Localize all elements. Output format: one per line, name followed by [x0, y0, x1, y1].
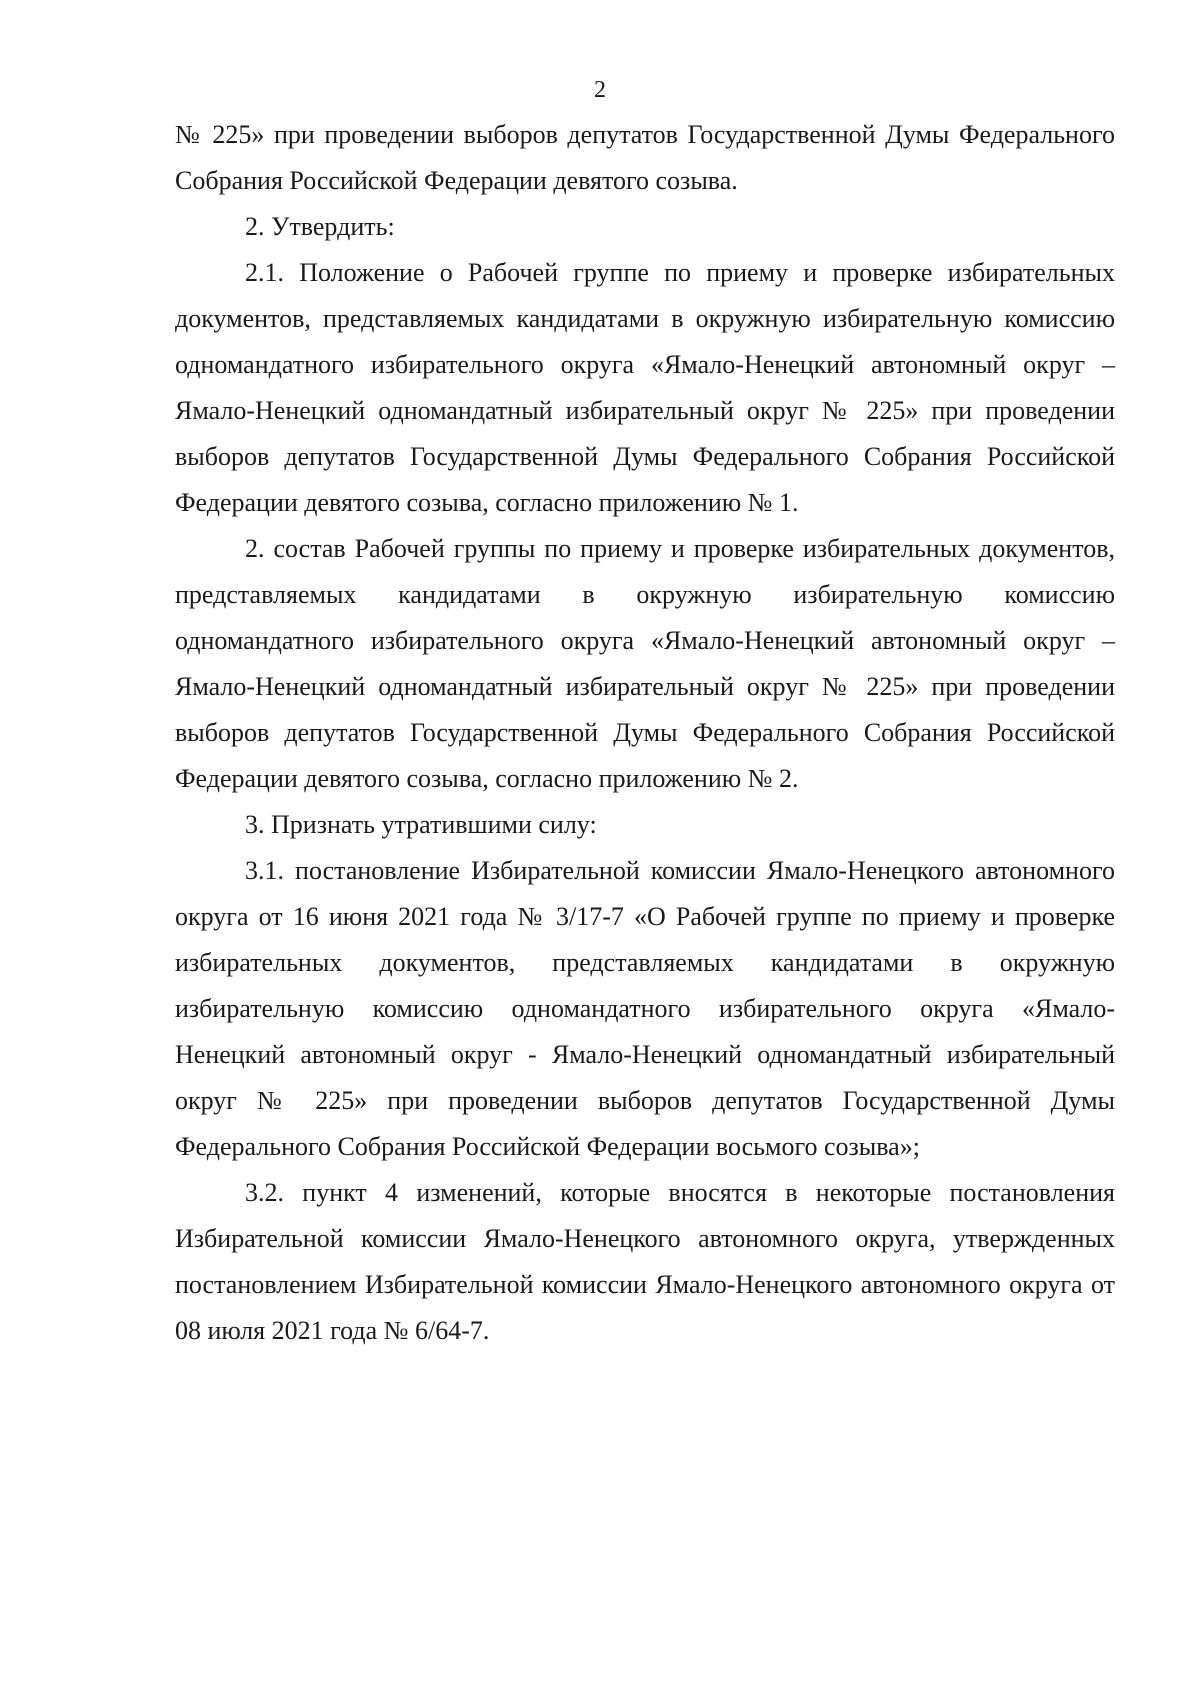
- document-body: [175, 112, 1115, 1354]
- paragraph-item-3: 3. Признать утратившими силу:: [245, 810, 597, 839]
- paragraph-item-2: 2. Утвердить:: [245, 212, 395, 241]
- paragraph-item-2-1: 2.1. Положение о Рабочей группе по приему и проверке избирательных документов, представляемых кандидатами в окружную избирательную комиссию одномандатного избирательного округа «Ямало-Ненецкий автономный округ – Ямало-Ненецкий одномандатный избирательный округ № 225» при проведении выборов депутатов Государственной Думы Федерального Собрания Российской Федерации девятого созыва, согласно приложению № 1.: [175, 258, 1115, 517]
- page-number: 2: [594, 77, 606, 103]
- paragraph-continuation: № 225» при проведении выборов депутатов Государственной Думы Федерального Собрания Российской Федерации девятого созыва.: [175, 120, 1115, 195]
- paragraph-item-2-2: 2. состав Рабочей группы по приему и проверке избирательных документов, представляемых кандидатами в окружную избирательную комиссию одномандатного избирательного округа «Ямало-Ненецкий автономный округ – Ямало-Ненецкий одномандатный избирательный округ № 225» при проведении выборов депутатов Государственной Думы Федерального Собрания Российской Федерации девятого созыва, согласно приложению № 2.: [175, 534, 1115, 793]
- paragraph-item-3-1: 3.1. постановление Избирательной комиссии Ямало-Ненецкого автономного округа от 16 июня 2021 года № 3/17-7 «О Рабочей группе по приему и проверке избирательных документов, представляемых кандидатами в окружную избирательную комиссию одномандатного избирательного округа «Ямало-Ненецкий автономный округ - Ямало-Ненецкий одномандатный избирательный округ № 225» при проведении выборов депутатов Государственной Думы Федерального Собрания Российской Федерации восьмого созыва»;: [175, 856, 1115, 1161]
- paragraph-item-3-2: 3.2. пункт 4 изменений, которые вносятся в некоторые постановления Избирательной комиссии Ямало-Ненецкого автономного округа, утвержденных постановлением Избирательной комиссии Ямало-Ненецкого автономного округа от 08 июля 2021 года № 6/64-7.: [175, 1178, 1115, 1345]
